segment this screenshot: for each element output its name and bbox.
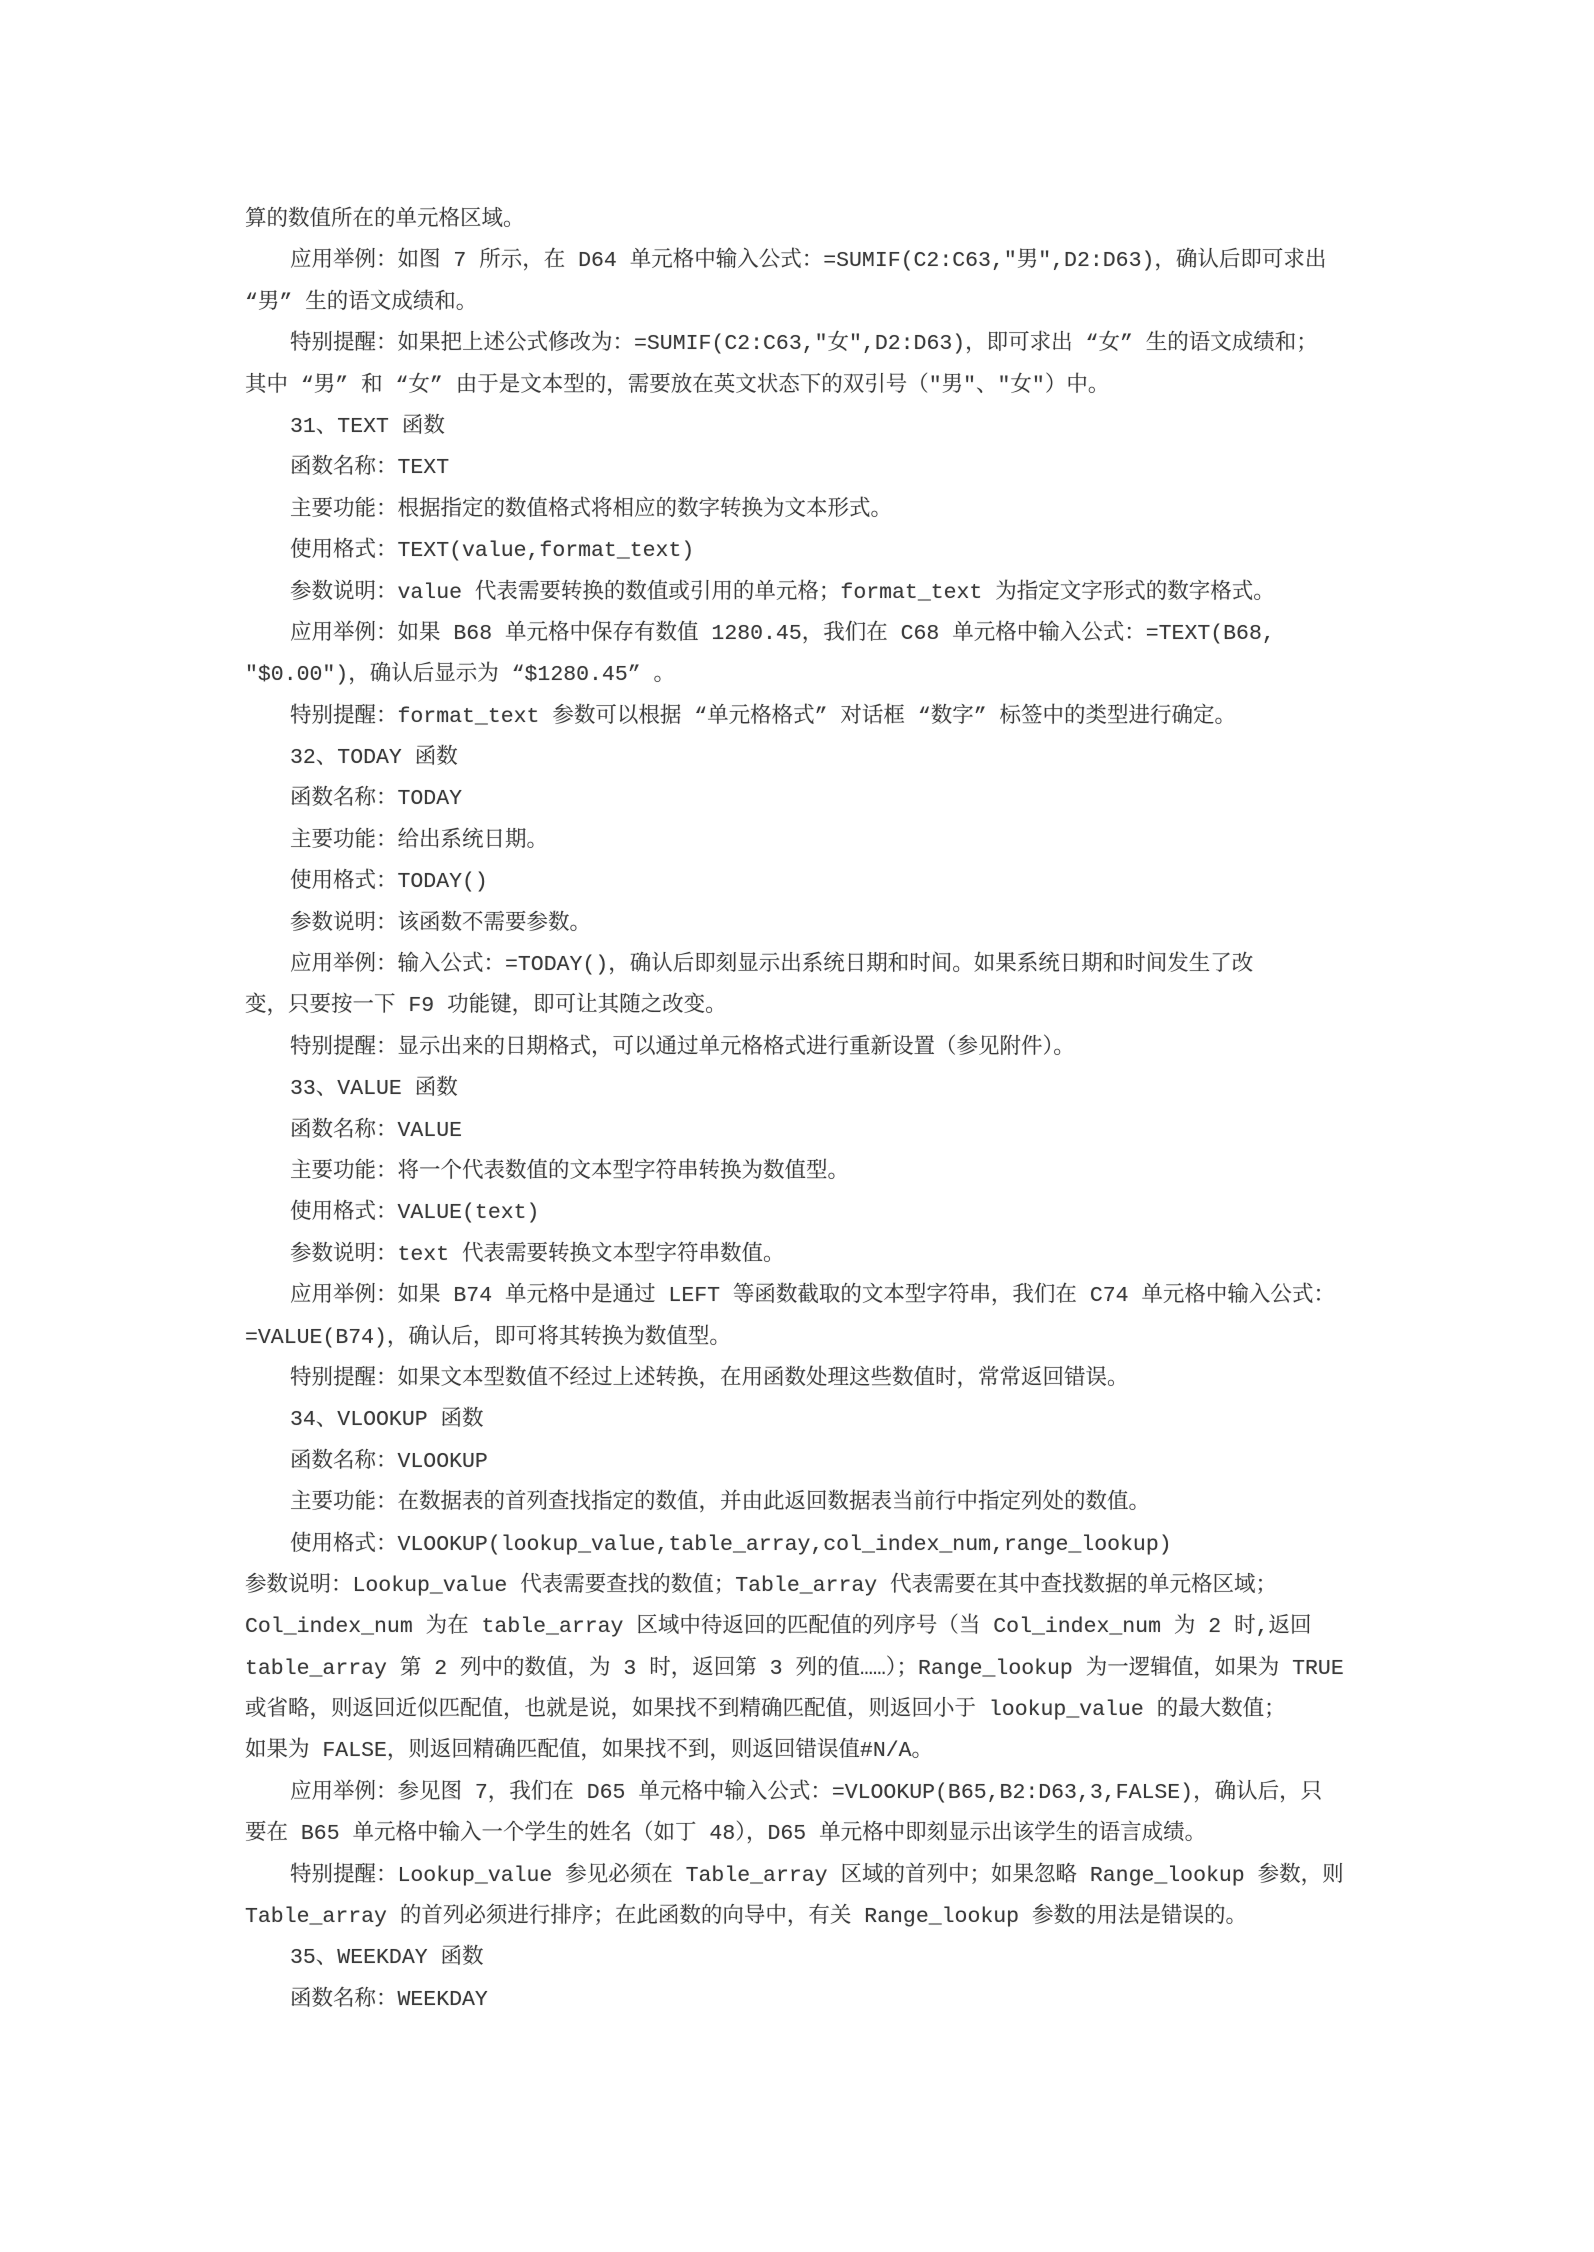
text-line: 函数名称：TEXT bbox=[290, 456, 450, 481]
text-line: 参数说明：该函数不需要参数。 bbox=[290, 911, 592, 936]
text-line: 使用格式：TODAY() bbox=[290, 870, 488, 895]
text-line: 如果为 FALSE，则返回精确匹配值，如果找不到，则返回错误值#N/A。 bbox=[245, 1739, 934, 1764]
text-line: 函数名称：VALUE bbox=[290, 1118, 463, 1143]
text-line: 34、VLOOKUP 函数 bbox=[290, 1408, 484, 1433]
document-body bbox=[245, 200, 1475, 2021]
text-line: 参数说明：text 代表需要转换文本型字符串数值。 bbox=[290, 1242, 785, 1267]
text-line: 函数名称：VLOOKUP bbox=[290, 1449, 488, 1474]
text-line: 应用举例：如果 B74 单元格中是通过 LEFT 等函数截取的文本型字符串，我们在 C74 单元格中输入公式： bbox=[290, 1284, 1335, 1309]
text-line: 主要功能：给出系统日期。 bbox=[290, 828, 549, 853]
text-line: 使用格式：VLOOKUP(lookup_value,table_array,col_index_num,range_lookup) bbox=[290, 1532, 1172, 1557]
text-line: 特别提醒：Lookup_value 参见必须在 Table_array 区域的首列中；如果忽略 Range_lookup 参数，则 bbox=[290, 1863, 1344, 1888]
text-line: 或省略，则返回近似匹配值，也就是说，如果找不到精确匹配值，则返回小于 lookup_value 的最大数值； bbox=[245, 1698, 1286, 1723]
text-line: 32、TODAY 函数 bbox=[290, 746, 458, 771]
text-line: 算的数值所在的单元格区域。 bbox=[245, 208, 525, 232]
text-line: 使用格式：VALUE(text) bbox=[290, 1201, 540, 1226]
text-line: 应用举例：如图 7 所示，在 D64 单元格中输入公式：=SUMIF(C2:C63,"男",D2:D63)，确认后即可求出 bbox=[290, 249, 1327, 274]
text-line: 变，只要按一下 F9 功能键，即可让其随之改变。 bbox=[245, 994, 727, 1019]
text-line: 参数说明：Lookup_value 代表需要查找的数值；Table_array 代表需要在其中查找数据的单元格区域； bbox=[245, 1573, 1278, 1598]
text-line: 31、TEXT 函数 bbox=[290, 414, 445, 439]
text-line: table_array 第 2 列中的数值，为 3 时，返回第 3 列的值……）；Range_lookup 为一逻辑值，如果为 TRUE bbox=[245, 1656, 1344, 1681]
text-line: "$0.00")，确认后显示为 “$1280.45” 。 bbox=[245, 663, 676, 688]
text-line: Table_array 的首列必须进行排序；在此函数的向导中，有关 Range_lookup 参数的用法是错误的。 bbox=[245, 1905, 1247, 1930]
text-line: 特别提醒：显示出来的日期格式，可以通过单元格格式进行重新设置（参见附件）。 bbox=[290, 1035, 1075, 1060]
text-line: 33、VALUE 函数 bbox=[290, 1077, 458, 1102]
text-line: Col_index_num 为在 table_array 区域中待返回的匹配值的列序号（当 Col_index_num 为 2 时,返回 bbox=[245, 1615, 1312, 1640]
text-line: 特别提醒：如果把上述公式修改为：=SUMIF(C2:C63,"女",D2:D63)，即可求出 “女” 生的语文成绩和； bbox=[290, 332, 1318, 357]
text-line: =VALUE(B74)，确认后，即可将其转换为数值型。 bbox=[245, 1325, 731, 1350]
text-line: 主要功能：将一个代表数值的文本型字符串转换为数值型。 bbox=[290, 1159, 850, 1184]
text-line: 参数说明：value 代表需要转换的数值或引用的单元格；format_text 为指定文字形式的数字格式。 bbox=[290, 580, 1275, 605]
text-line: 要在 B65 单元格中输入一个学生的姓名（如丁 48），D65 单元格中即刻显示出该学生的语言成绩。 bbox=[245, 1822, 1207, 1847]
text-line: 特别提醒：如果文本型数值不经过上述转换，在用函数处理这些数值时，常常返回错误。 bbox=[290, 1366, 1129, 1391]
text-line: 特别提醒：format_text 参数可以根据 “单元格格式” 对话框 “数字” 标签中的类型进行确定。 bbox=[290, 704, 1237, 729]
text-line: 应用举例：参见图 7，我们在 D65 单元格中输入公式：=VLOOKUP(B65,B2:D63,3,FALSE)，确认后，只 bbox=[290, 1780, 1323, 1805]
text-line: 应用举例：如果 B68 单元格中保存有数值 1280.45，我们在 C68 单元格中输入公式：=TEXT(B68, bbox=[290, 621, 1275, 646]
text-line: 应用举例：输入公式：=TODAY()，确认后即刻显示出系统日期和时间。如果系统日期和时间发生了改 bbox=[290, 953, 1254, 978]
text-line: “男” 生的语文成绩和。 bbox=[245, 290, 478, 315]
text-line: 其中 “男” 和 “女” 由于是文本型的，需要放在英文状态下的双引号（"男"、"女"）中。 bbox=[245, 373, 1110, 398]
text-line: 函数名称：TODAY bbox=[290, 787, 463, 812]
text-line: 主要功能：根据指定的数值格式将相应的数字转换为文本形式。 bbox=[290, 497, 893, 522]
text-line: 函数名称：WEEKDAY bbox=[290, 1987, 488, 2012]
text-line: 使用格式：TEXT(value,format_text) bbox=[290, 539, 695, 564]
text-line: 主要功能：在数据表的首列查找指定的数值，并由此返回数据表当前行中指定列处的数值。 bbox=[290, 1491, 1151, 1516]
text-line: 35、WEEKDAY 函数 bbox=[290, 1946, 484, 1971]
